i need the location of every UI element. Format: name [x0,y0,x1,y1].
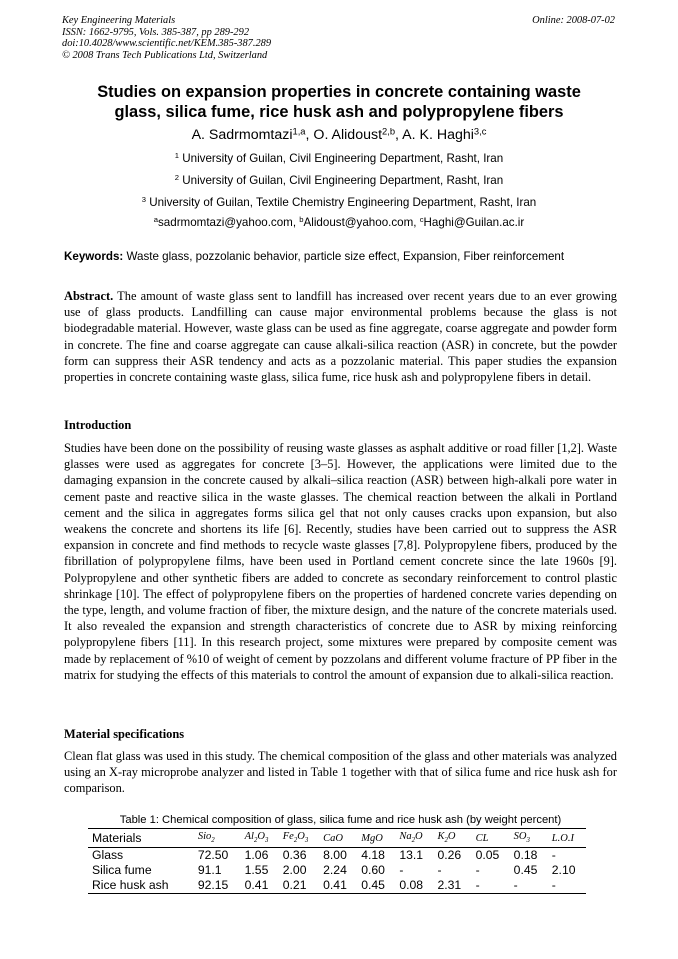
header-text: Na [399,831,412,843]
table-cell: 0.45 [513,863,538,877]
issn-line: ISSN: 1662-9795, Vols. 385-387, pp 289-292 [62,26,250,38]
table-cell: - [510,878,548,894]
author-superscript: 1,a [292,126,306,137]
doi-line: doi:10.4028/www.scientific.net/KEM.385-387.289 [62,38,272,50]
email-superscript: a [153,215,158,225]
header-text: CL [475,832,489,844]
introduction-heading: Introduction [64,418,132,432]
header-text: L.O.I [551,832,574,844]
table-header-cell [548,829,586,848]
table-header-cell [194,829,241,848]
keywords-label: Keywords: [64,250,124,263]
author-separator: , [395,127,403,143]
affiliation-2 [40,174,638,188]
affiliation-3 [40,196,638,210]
copyright-line: © 2008 Trans Tech Publications Ltd, Switzerland [62,49,268,61]
table-cell: Silica fume [92,863,152,877]
table-cell: - [548,878,586,894]
table-row [88,863,586,878]
table-cell: - [551,848,556,862]
table-cell: 92.15 [194,878,241,894]
chemical-composition-table [88,828,586,894]
header-text: Fe [282,831,294,843]
affiliation-text: University of Guilan, Civil Engineering Department, Rasht, Iran [182,174,504,187]
affiliation-1 [40,152,638,166]
header-subscript: 3 [264,837,269,845]
header-text: SO [513,831,527,843]
journal-name: Key Engineering Materials [62,15,176,26]
header-text: Materials [92,831,142,845]
table-cell: 0.41 [241,878,279,894]
header-subscript: 3 [304,837,309,845]
table-row [88,848,586,864]
header-text: K [437,831,445,843]
table-cell: 2.24 [323,863,347,877]
abstract [64,288,617,385]
table-cell: 0.26 [437,848,462,862]
email-superscript: c [419,215,424,225]
table-header-cell [472,829,510,848]
table-cell: 0.08 [395,878,433,894]
abstract-label: Abstract. [64,289,114,303]
abstract-text: The amount of waste glass sent to landfill has increased over recent years due to an ever growing use of glass products. Landfilling can cause major environmental problems because the glass is not biodegradable material. However, waste glass can be used as fine aggregate, coarse aggregate and powder form in concrete. The fine and coarse aggregate can cause alkali-silica reaction (ASR) in concrete, but the powder form can suppress their ASR tendency and acts as a pozzolanic material. This paper studies the expansion properties in concrete containing waste glass, silica fume, rice husk ash and polypropylene fibers in detail. [64,289,617,385]
table-cell: 91.1 [197,863,222,877]
table-cell: Rice husk ash [88,878,194,894]
author-name: O. Alidoust [313,127,383,143]
header-text: O [297,831,305,843]
header-text: CaO [323,832,343,844]
table-cell: - [399,863,404,877]
online-date: Online: 2008-07-02 [532,15,615,26]
table-header-cell [433,829,471,848]
table-cell: 0.21 [279,878,319,894]
header-subscript: 2 [211,837,215,845]
author-name: A. K. Haghi [402,127,474,143]
affiliation-superscript: 2 [174,173,180,183]
journal-header [62,15,615,61]
table-cell: 2.10 [551,863,576,877]
paper-title [40,82,638,122]
header-text: O [257,831,265,843]
table-cell: 8.00 [323,848,347,862]
header-text: Al [244,831,254,843]
author-superscript: 3,c [473,126,487,137]
material-specifications-text: Clean flat glass was used in this study. The chemical composition of the glass and other materials was analyzed using an X-ray microprobe analyzer and listed in Table 1 together with that of silica fume and rice husk ash for comparison. [64,749,617,796]
table-header-cell [279,829,319,848]
email-link[interactable]: Alidoust@yahoo.com, [303,216,420,229]
table-cell: 1.06 [244,848,269,862]
table-cell: 1.55 [244,863,269,877]
author-name: A. Sadrmomtazi [191,127,293,143]
introduction-text: Studies have been done on the possibility of reusing waste glasses as asphalt additive or road filler [1,2]. Waste glasses were used as aggregates for concrete [3–5]. However, the applications were limited due to the damaging expansion in the concrete caused by alkali–silica reaction (ASR) between high-alkali pore water in cement paste and reactive silica in the waste glasses. The chemical reaction between the alkali in Portland cement and the silica in aggregates forms silica gel that not only causes cracks upon expansion, but also weakens the concrete and shortens its life [6]. Recently, studies have been carried out to suppress the ASR expansion in concrete and find methods to recycle waste glasses [7,8]. Polypropylene fibers, produced by the fibrillation of polypropylene films, have been used in Portland cement concrete since the late 1960s [9]. Polypropylene and other synthetic fibers are added to concrete as secondary reinforcement to control plastic shrinkage [10]. The effect of polypropylene fibers on the properties of hardened concrete varies depending on the type, length, and volume fraction of fiber, the mixture design, and the nature of the concrete materials used. It also revealed the expansion and strength characteristics of concrete due to ASR by mixing reinforcing polypropylene fibers [11]. In this research project, some mixtures were prepared by composite cement was made by replacement of %10 of weight of cement by pozzolans and different volume fracture of PP fiber in the matrix for studying the effects of this materials to control the amount of expansion due to alkali-silica reaction. [64,441,617,682]
header-text: Sio [197,831,212,843]
table-caption: Table 1: Chemical composition of glass, silica fume and rice husk ash (by weight percent) [119,814,562,826]
table-cell: - [475,863,480,877]
table-cell: 0.18 [513,848,538,862]
table-header-cell [319,829,357,848]
affiliation-text: University of Guilan, Civil Engineering Department, Rasht, Iran [182,152,504,165]
affiliation-superscript: 3 [141,195,146,205]
header-subscript: 2 [253,837,258,845]
table-cell: 0.41 [319,878,357,894]
header-text: O [415,831,423,843]
author-superscript: 2,b [382,126,396,137]
table-row [88,878,586,894]
table-cell: 0.60 [361,863,385,877]
author-list [40,126,638,144]
header-text: MgO [361,832,383,844]
table-cell: 4.18 [361,848,385,862]
material-specifications-heading: Material specifications [64,727,185,741]
keywords [64,250,617,264]
header-subscript: 2 [293,837,298,845]
table-body [88,848,586,894]
table-cell: 0.05 [475,848,500,862]
table-cell: Glass [92,848,124,862]
email-link[interactable]: sadrmomtazi@yahoo.com, [158,216,300,229]
email-superscript: b [299,215,304,225]
table-header-cell [357,829,395,848]
table-header-cell [88,829,194,848]
author-separator: , [305,127,314,143]
header-subscript: 2 [444,837,448,845]
table-cell: 0.36 [282,848,307,862]
email-link[interactable]: Haghi@Guilan.ac.ir [423,216,525,229]
table-cell: 2.00 [282,863,307,877]
header-subscript: 3 [526,837,530,845]
title-line-1: Studies on expansion properties in concrete containing waste [97,83,581,101]
table-header-cell [395,829,433,848]
header-subscript: 2 [411,837,416,845]
table-header-row [88,829,586,848]
affiliation-superscript: 1 [174,151,180,161]
table-cell: 2.31 [433,878,471,894]
table-cell: 72.50 [197,848,229,862]
table-cell: 0.45 [357,878,395,894]
table-cell: - [472,878,510,894]
author-emails [40,216,638,230]
affiliation-text: University of Guilan, Textile Chemistry Engineering Department, Rasht, Iran [149,196,537,209]
table-cell: 13.1 [399,848,424,862]
table-header-cell [510,829,548,848]
table-cell: - [437,863,442,877]
title-line-2: glass, silica fume, rice husk ash and polypropylene fibers [114,103,564,121]
keywords-text: Waste glass, pozzolanic behavior, particle size effect, Expansion, Fiber reinforcement [123,250,565,263]
header-text: O [447,831,456,843]
table-header-cell [241,829,279,848]
